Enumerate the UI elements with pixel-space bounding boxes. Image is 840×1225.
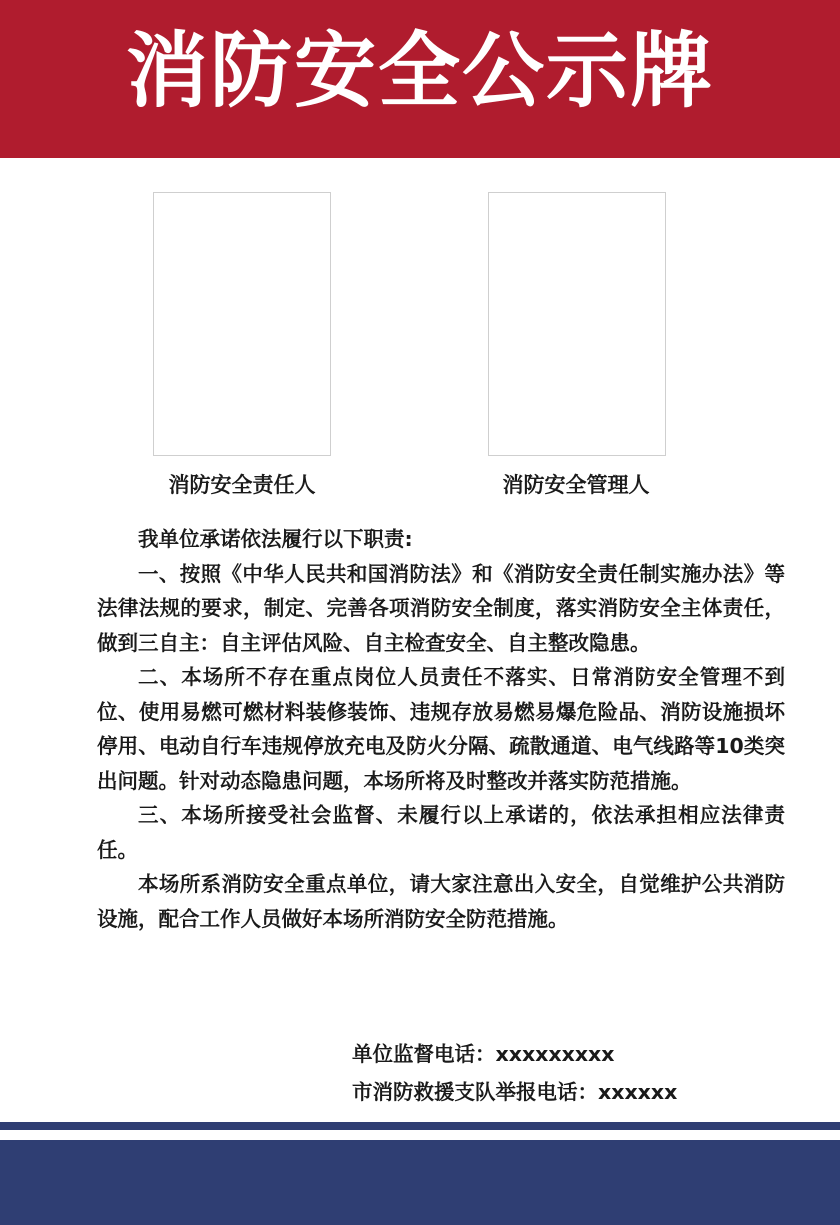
commitment-closing: 本场所系消防安全重点单位，请大家注意出入安全，自觉维护公共消防设施，配合工作人员做好本场所消防安全防范措施。 xyxy=(97,872,785,931)
page-title: 消防安全公示牌 xyxy=(125,24,714,119)
commitment-clause-3: 三、本场所接受社会监督、未履行以上承诺的，依法承担相应法律责任。 xyxy=(97,803,785,862)
manager-caption: 消防安全管理人 xyxy=(502,473,650,497)
header-banner xyxy=(0,0,840,158)
commitment-intro: 我单位承诺依法履行以下职责: xyxy=(138,527,413,551)
supervision-phone: 单位监督电话：xxxxxxxxx xyxy=(352,1042,615,1066)
responsible-person-photo-frame xyxy=(153,192,331,456)
footer-band xyxy=(0,1140,840,1225)
responsible-person-caption: 消防安全责任人 xyxy=(168,473,316,497)
report-phone: 市消防救援支队举报电话：xxxxxx xyxy=(352,1080,678,1104)
footer-thin-stripe xyxy=(0,1122,840,1130)
manager-photo-frame xyxy=(488,192,666,456)
commitment-clause-1: 一、按照《中华人民共和国消防法》和《消防安全责任制实施办法》等法律法规的要求，制定、完善各项消防安全制度，落实消防安全主体责任，做到三自主：自主评估风险、自主检查安全、自主整改隐患。 xyxy=(97,561,785,655)
contact-block xyxy=(352,1035,822,1111)
commitment-text xyxy=(97,522,785,936)
commitment-clause-2: 二、本场所不存在重点岗位人员责任不落实、日常消防安全管理不到位、使用易燃可燃材料装修装饰、违规存放易燃易爆危险品、消防设施损坏停用、电动自行车违规停放充电及防火分隔、疏散通道、电气线路等10类突出问题。针对动态隐患问题，本场所将及时整改并落实防范措施。 xyxy=(97,665,785,793)
